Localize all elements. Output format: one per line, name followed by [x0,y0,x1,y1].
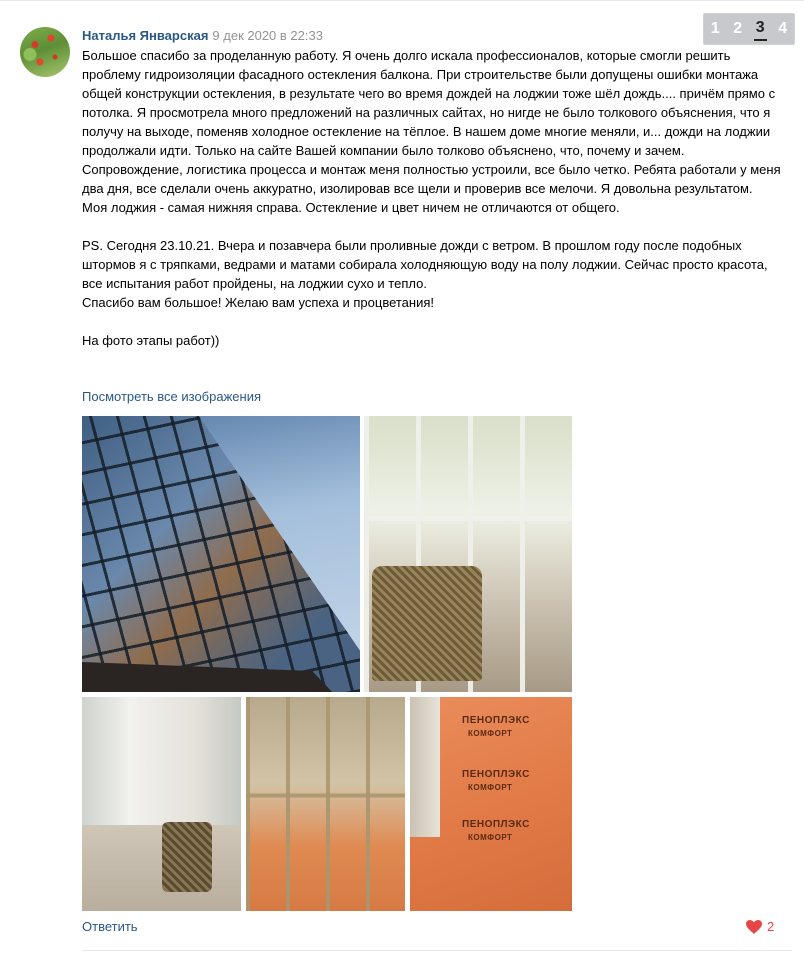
bottom-divider [82,950,792,951]
author-name[interactable]: Наталья Январская [82,28,209,43]
insulation-sub-label: КОМФОРТ [468,729,513,738]
page-1[interactable]: 1 [710,20,720,37]
photo-balcony-chairs[interactable] [364,416,572,692]
insulation-sub-label: КОМФОРТ [468,783,513,792]
comment-header [82,27,323,45]
insulation-brand-label: ПЕНОПЛЭКС [462,715,530,726]
like-button[interactable] [746,918,774,936]
text-paragraph: Моя лоджия - самая нижняя справа. Остекление и цвет ничем не отличаются от общего. [82,200,620,215]
top-divider [0,0,804,1]
chair-image [162,822,212,892]
page-3-current[interactable]: 3 [754,17,767,41]
text-paragraph: PS. Сегодня 23.10.21. Вчера и позавчера были проливные дожди с ветром. В прошлом году после подобных штормов я с тряпками, ведрами и матами собирала холодняющую воду на полу лоджии. Сейчас просто красота, все испытания работ пройдены, на лоджии сухо и тепло. [82,238,768,291]
likes-count: 2 [767,919,775,934]
text-paragraph: Сопровождение, логистика процесса и монтаж меня полностью устроили, все было четко. Ребята работали у меня два дня, все сделали очень аккуратно, изолировав все щели и проверив все мелочи. Я довольна результатом. [82,162,781,196]
photo-insulation-wall[interactable] [410,697,572,911]
see-all-images-link[interactable]: Посмотреть все изображения [82,389,261,404]
insulation-brand-label: ПЕНОПЛЭКС [462,769,530,780]
page-2[interactable]: 2 [733,20,743,37]
heart-icon [746,920,762,934]
chair-image [372,566,482,681]
comment-text [82,46,782,350]
text-paragraph: Спасибо вам большое! Желаю вам успеха и процветания! [82,295,435,310]
photo-facade[interactable] [82,416,360,692]
insulation-brand-label: ПЕНОПЛЭКС [462,819,530,830]
reply-link[interactable]: Ответить [82,919,138,934]
pagination [703,13,795,45]
page-4[interactable]: 4 [778,20,788,37]
author-avatar[interactable] [20,27,70,77]
photo-insulation-floor[interactable] [246,697,405,911]
comment-date[interactable]: 9 дек 2020 в 22:33 [212,28,323,43]
text-paragraph: Большое спасибо за проделанную работу. Я очень долго искала профессионалов, которые смогли решить проблему гидроизоляции фасадного остекления балкона. При строительстве были допущены ошибки монтажа общей конструкции остекления, в результате чего во время дождей на лоджии тоже шёл дождь.... причём прямо с потолка. Я просмотрела много предложений на различных сайтах, но нигде не было толкового объяснения, что я получу на выходе, поменяв холодное остекление на тёплое. В нашем доме многие меняли, и... дожди на лоджии продолжали идти. Только на сайте Вашей компании было толково объяснено, что, почему и зачем. [82,48,776,158]
photo-balcony-room[interactable] [82,697,241,911]
text-paragraph: На фото этапы работ)) [82,333,220,348]
insulation-sub-label: КОМФОРТ [468,833,513,842]
